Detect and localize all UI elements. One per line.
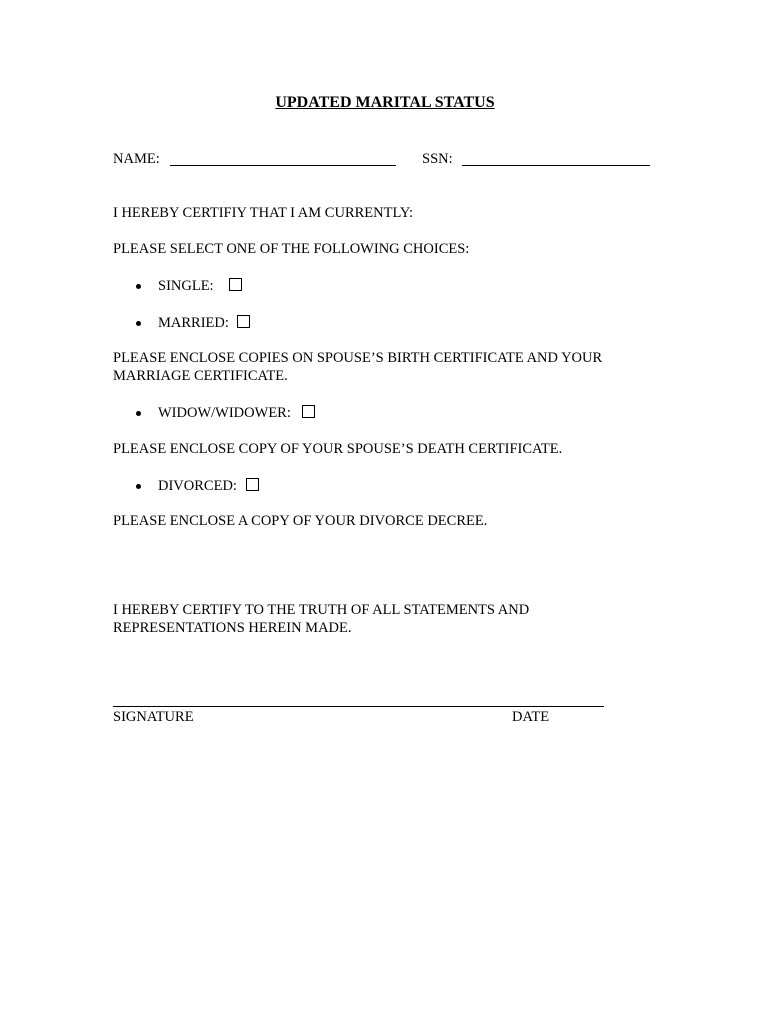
single-checkbox[interactable] — [229, 278, 242, 291]
ssn-field[interactable] — [462, 165, 650, 166]
option-divorced-label: DIVORCED: — [158, 478, 237, 494]
widow-note: PLEASE ENCLOSE COPY OF YOUR SPOUSE’S DEATH CERTIFICATE. — [113, 441, 563, 457]
divorced-checkbox[interactable] — [246, 478, 259, 491]
bullet-icon — [136, 284, 141, 289]
bullet-icon — [136, 484, 141, 489]
option-single-label: SINGLE: — [158, 278, 214, 294]
signature-date-line[interactable] — [113, 706, 604, 707]
select-prompt: PLEASE SELECT ONE OF THE FOLLOWING CHOICES: — [113, 241, 470, 257]
signature-label: SIGNATURE — [113, 709, 194, 725]
widow-checkbox[interactable] — [302, 405, 315, 418]
truth-statement-line1: I HEREBY CERTIFY TO THE TRUTH OF ALL STATEMENTS AND — [113, 602, 530, 618]
married-note-line1: PLEASE ENCLOSE COPIES ON SPOUSE’S BIRTH CERTIFICATE AND YOUR — [113, 350, 603, 366]
option-married-label: MARRIED: — [158, 315, 229, 331]
truth-statement-line2: REPRESENTATIONS HEREIN MADE. — [113, 620, 352, 636]
divorced-note: PLEASE ENCLOSE A COPY OF YOUR DIVORCE DECREE. — [113, 513, 488, 529]
married-note-line2: MARRIAGE CERTIFICATE. — [113, 368, 288, 384]
bullet-icon — [136, 321, 141, 326]
option-widow-label: WIDOW/WIDOWER: — [158, 405, 291, 421]
name-field[interactable] — [170, 165, 396, 166]
married-checkbox[interactable] — [237, 315, 250, 328]
ssn-label: SSN: — [422, 151, 453, 167]
date-label: DATE — [512, 709, 550, 725]
form-title: UPDATED MARITAL STATUS — [275, 94, 495, 111]
certify-intro: I HEREBY CERTIFIY THAT I AM CURRENTLY: — [113, 205, 414, 221]
bullet-icon — [136, 411, 141, 416]
name-label: NAME: — [113, 151, 160, 167]
